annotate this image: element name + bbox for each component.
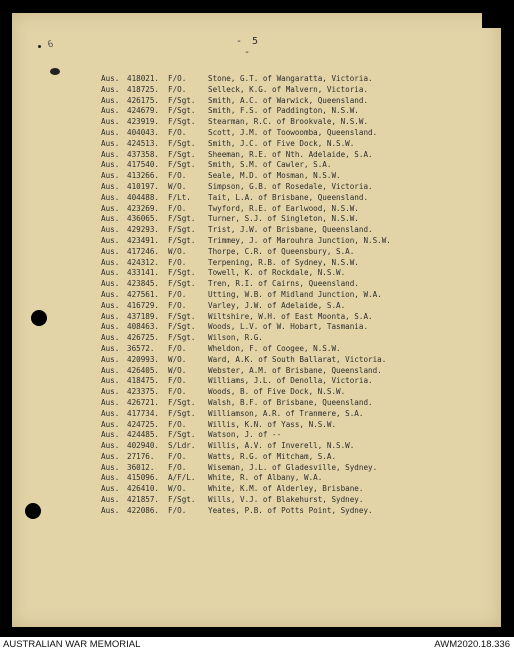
list-item xyxy=(101,268,431,279)
service-number: 424485. xyxy=(127,430,160,440)
punch-hole-lower xyxy=(25,503,41,519)
rank: F/O. xyxy=(168,300,187,310)
service-prefix: Aus. xyxy=(101,192,120,202)
list-item xyxy=(101,74,431,85)
archive-footer xyxy=(0,637,514,653)
service-prefix: Aus. xyxy=(101,365,120,375)
list-item xyxy=(101,204,431,215)
punch-hole-upper xyxy=(31,310,47,326)
service-number: 36572. xyxy=(127,343,155,353)
rank: F/Sgt. xyxy=(168,95,196,105)
pencil-mark: 6 xyxy=(46,39,55,51)
person-details: Seale, M.D. of Mosman, N.S.W. xyxy=(208,171,341,181)
service-number: 437358. xyxy=(127,149,160,159)
list-item xyxy=(101,96,431,107)
person-details: Ward, A.K. of South Ballarat, Victoria. xyxy=(208,354,387,364)
rank: F/O. xyxy=(168,203,187,213)
service-number: 423919. xyxy=(127,117,160,127)
service-prefix: Aus. xyxy=(101,397,120,407)
service-prefix: Aus. xyxy=(101,106,120,116)
person-details: White, R. of Albany, W.A. xyxy=(208,473,323,483)
list-item xyxy=(101,484,431,495)
list-item xyxy=(101,409,431,420)
rank: F/Sgt. xyxy=(168,106,196,116)
service-number: 413266. xyxy=(127,171,160,181)
service-number: 437189. xyxy=(127,311,160,321)
rank: F/O. xyxy=(168,84,187,94)
service-number: 424513. xyxy=(127,138,160,148)
list-item xyxy=(101,420,431,431)
rank: F/Sgt. xyxy=(168,279,196,289)
service-number: 418475. xyxy=(127,376,160,386)
service-number: 423375. xyxy=(127,387,160,397)
person-details: Selleck, K.G. of Malvern, Victoria. xyxy=(208,84,369,94)
list-item xyxy=(101,279,431,290)
service-number: 421857. xyxy=(127,495,160,505)
rank: F/O. xyxy=(168,505,187,515)
list-item xyxy=(101,506,431,517)
rank: F/O. xyxy=(168,171,187,181)
service-number: 426725. xyxy=(127,333,160,343)
service-number: 417734. xyxy=(127,408,160,418)
service-number: 426410. xyxy=(127,484,160,494)
rank: F/O. xyxy=(168,376,187,386)
service-prefix: Aus. xyxy=(101,138,120,148)
person-details: Scott, J.M. of Toowoomba, Queensland. xyxy=(208,127,378,137)
service-number: 436065. xyxy=(127,214,160,224)
personnel-list xyxy=(101,74,431,517)
service-number: 423269. xyxy=(127,203,160,213)
rank: F/Sgt. xyxy=(168,322,196,332)
rank: F/Sgt. xyxy=(168,430,196,440)
list-item xyxy=(101,193,431,204)
rank: F/O. xyxy=(168,462,187,472)
service-number: 410197. xyxy=(127,181,160,191)
person-details: Trist, J.W. of Brisbane, Queensland. xyxy=(208,225,373,235)
rank: W/O. xyxy=(168,246,187,256)
person-details: Trimmey, J. of Marouhra Junction, N.S.W. xyxy=(208,235,391,245)
list-item xyxy=(101,150,431,161)
service-number: 429293. xyxy=(127,225,160,235)
person-details: Watts, R.G. of Mitcham, S.A. xyxy=(208,451,337,461)
rank: F/Sgt. xyxy=(168,495,196,505)
rank: F/Sgt. xyxy=(168,225,196,235)
list-item xyxy=(101,290,431,301)
person-details: Webster, A.M. of Brisbane, Queensland. xyxy=(208,365,382,375)
service-prefix: Aus. xyxy=(101,408,120,418)
list-item xyxy=(101,117,431,128)
service-prefix: Aus. xyxy=(101,311,120,321)
rank: F/O. xyxy=(168,289,187,299)
person-details: Wheldon, F. of Coogee, N.S.W. xyxy=(208,343,341,353)
service-prefix: Aus. xyxy=(101,289,120,299)
list-item xyxy=(101,214,431,225)
service-prefix: Aus. xyxy=(101,127,120,137)
list-item xyxy=(101,139,431,150)
rank: F/O. xyxy=(168,419,187,429)
service-number: 416729. xyxy=(127,300,160,310)
service-prefix: Aus. xyxy=(101,430,120,440)
list-item xyxy=(101,344,431,355)
service-prefix: Aus. xyxy=(101,246,120,256)
service-prefix: Aus. xyxy=(101,462,120,472)
scan-corner-tab xyxy=(482,13,502,28)
person-details: Walsh, B.F. of Brisbane, Queensland. xyxy=(208,397,373,407)
rank: W/O. xyxy=(168,484,187,494)
rank: W/O. xyxy=(168,354,187,364)
list-item xyxy=(101,495,431,506)
list-item xyxy=(101,247,431,258)
catalogue-number: AWM2020.18.336 xyxy=(434,639,510,650)
list-item xyxy=(101,322,431,333)
rank: F/Lt. xyxy=(168,192,191,202)
service-prefix: Aus. xyxy=(101,74,120,83)
rank: F/O. xyxy=(168,74,187,83)
person-details: White, K.M. of Alderley, Brisbane. xyxy=(208,484,364,494)
person-details: Williamson, A.R. of Tranmere, S.A. xyxy=(208,408,364,418)
list-item xyxy=(101,430,431,441)
service-prefix: Aus. xyxy=(101,451,120,461)
list-item xyxy=(101,171,431,182)
list-item xyxy=(101,236,431,247)
service-prefix: Aus. xyxy=(101,473,120,483)
rank: F/O. xyxy=(168,343,187,353)
service-prefix: Aus. xyxy=(101,95,120,105)
service-prefix: Aus. xyxy=(101,181,120,191)
service-prefix: Aus. xyxy=(101,376,120,386)
person-details: Wills, V.J. of Blakehurst, Sydney. xyxy=(208,495,364,505)
person-details: Willis, K.N. of Yass, N.S.W. xyxy=(208,419,337,429)
service-number: 433141. xyxy=(127,268,160,278)
rank: F/Sgt. xyxy=(168,117,196,127)
service-number: 404488. xyxy=(127,192,160,202)
person-details: Yeates, P.B. of Potts Point, Sydney. xyxy=(208,505,373,515)
rank: S/Ldr. xyxy=(168,441,196,451)
service-prefix: Aus. xyxy=(101,149,120,159)
rank: W/O. xyxy=(168,181,187,191)
person-details: Simpson, G.B. of Rosedale, Victoria. xyxy=(208,181,373,191)
service-number: 426405. xyxy=(127,365,160,375)
rank: F/Sgt. xyxy=(168,397,196,407)
service-number: 426721. xyxy=(127,397,160,407)
list-item xyxy=(101,366,431,377)
rank: F/Sgt. xyxy=(168,333,196,343)
rank: F/Sgt. xyxy=(168,214,196,224)
person-details: Turner, S.J. of Singleton, N.S.W. xyxy=(208,214,359,224)
person-details: Stone, G.T. of Wangaratta, Victoria. xyxy=(208,74,373,83)
person-details: Smith, J.C. of Five Dock, N.S.W. xyxy=(208,138,355,148)
service-number: 418021. xyxy=(127,74,160,83)
service-number: 423845. xyxy=(127,279,160,289)
service-prefix: Aus. xyxy=(101,160,120,170)
rank: F/Sgt. xyxy=(168,160,196,170)
person-details: Terpening, R.B. of Sydney, N.S.W. xyxy=(208,257,359,267)
service-prefix: Aus. xyxy=(101,235,120,245)
person-details: Sheeman, R.E. of Nth. Adelaide, S.A. xyxy=(208,149,373,159)
service-number: 402940. xyxy=(127,441,160,451)
service-prefix: Aus. xyxy=(101,484,120,494)
service-number: 422086. xyxy=(127,505,160,515)
list-item xyxy=(101,85,431,96)
list-item xyxy=(101,333,431,344)
service-prefix: Aus. xyxy=(101,322,120,332)
list-item xyxy=(101,441,431,452)
service-prefix: Aus. xyxy=(101,171,120,181)
person-details: Willis, A.V. of Inverell, N.S.W. xyxy=(208,441,355,451)
service-prefix: Aus. xyxy=(101,333,120,343)
person-details: Smith, F.S. of Paddington, N.S.W. xyxy=(208,106,359,116)
list-item xyxy=(101,106,431,117)
list-item xyxy=(101,355,431,366)
rank: F/O. xyxy=(168,387,187,397)
service-prefix: Aus. xyxy=(101,203,120,213)
service-number: 36012. xyxy=(127,462,155,472)
rank: F/Sgt. xyxy=(168,311,196,321)
archive-name: AUSTRALIAN WAR MEMORIAL xyxy=(3,639,141,650)
person-details: Smith, A.C. of Warwick, Queensland. xyxy=(208,95,369,105)
rank: F/Sgt. xyxy=(168,138,196,148)
service-number: 415096. xyxy=(127,473,160,483)
service-prefix: Aus. xyxy=(101,225,120,235)
person-details: Towell, K. of Rockdale, N.S.W. xyxy=(208,268,346,278)
person-details: Tren, R.I. of Cairns, Queensland. xyxy=(208,279,359,289)
person-details: Wiltshire, W.H. of East Moonta, S.A. xyxy=(208,311,373,321)
person-details: Woods, L.V. of W. Hobart, Tasmania. xyxy=(208,322,369,332)
person-details: Wiseman, J.L. of Gladesville, Sydney. xyxy=(208,462,378,472)
service-number: 417540. xyxy=(127,160,160,170)
rank: F/Sgt. xyxy=(168,149,196,159)
person-details: Smith, S.M. of Cawler, S.A. xyxy=(208,160,332,170)
service-prefix: Aus. xyxy=(101,300,120,310)
service-prefix: Aus. xyxy=(101,354,120,364)
rank: A/F/L. xyxy=(168,473,196,483)
list-item xyxy=(101,182,431,193)
list-item xyxy=(101,258,431,269)
person-details: Varley, J.W. of Adelaide, S.A. xyxy=(208,300,346,310)
person-details: Stearman, R.C. of Brookvale, N.S.W. xyxy=(208,117,369,127)
service-number: 424725. xyxy=(127,419,160,429)
rank: W/O. xyxy=(168,365,187,375)
service-number: 424312. xyxy=(127,257,160,267)
service-prefix: Aus. xyxy=(101,505,120,515)
service-prefix: Aus. xyxy=(101,279,120,289)
person-details: Watson, J. of -- xyxy=(208,430,282,440)
person-details: Tait, L.A. of Brisbane, Queensland. xyxy=(208,192,369,202)
rank: F/Sgt. xyxy=(168,408,196,418)
list-item xyxy=(101,463,431,474)
service-prefix: Aus. xyxy=(101,419,120,429)
service-prefix: Aus. xyxy=(101,257,120,267)
service-number: 417246. xyxy=(127,246,160,256)
service-prefix: Aus. xyxy=(101,117,120,127)
service-number: 423491. xyxy=(127,235,160,245)
service-number: 426175. xyxy=(127,95,160,105)
service-prefix: Aus. xyxy=(101,84,120,94)
person-details: Thorpe, C.R. of Queensbury, S.A. xyxy=(208,246,355,256)
person-details: Wilson, R.G. xyxy=(208,333,263,343)
service-number: 408463. xyxy=(127,322,160,332)
rank: F/O. xyxy=(168,257,187,267)
service-prefix: Aus. xyxy=(101,214,120,224)
service-number: 427561. xyxy=(127,289,160,299)
ink-blot xyxy=(50,68,60,75)
page-number: - 5 - xyxy=(235,36,261,58)
list-item xyxy=(101,473,431,484)
list-item xyxy=(101,225,431,236)
list-item xyxy=(101,376,431,387)
rank: F/Sgt. xyxy=(168,235,196,245)
list-item xyxy=(101,312,431,323)
service-number: 424679. xyxy=(127,106,160,116)
service-number: 420993. xyxy=(127,354,160,364)
list-item xyxy=(101,452,431,463)
person-details: Williams, J.L. of Denolla, Victoria. xyxy=(208,376,373,386)
service-prefix: Aus. xyxy=(101,495,120,505)
list-item xyxy=(101,387,431,398)
rank: F/O. xyxy=(168,127,187,137)
list-item xyxy=(101,301,431,312)
rank: F/O. xyxy=(168,451,187,461)
person-details: Utting, W.B. of Midland Junction, W.A. xyxy=(208,289,382,299)
service-prefix: Aus. xyxy=(101,441,120,451)
ink-speck xyxy=(38,45,41,48)
service-prefix: Aus. xyxy=(101,343,120,353)
service-prefix: Aus. xyxy=(101,387,120,397)
person-details: Woods, B. of Five Dock, N.S.W. xyxy=(208,387,346,397)
service-number: 27176. xyxy=(127,451,155,461)
service-number: 404043. xyxy=(127,127,160,137)
list-item xyxy=(101,128,431,139)
list-item xyxy=(101,160,431,171)
list-item xyxy=(101,398,431,409)
rank: F/Sgt. xyxy=(168,268,196,278)
service-number: 418725. xyxy=(127,84,160,94)
person-details: Twyford, R.E. of Earlwood, N.S.W. xyxy=(208,203,359,213)
service-prefix: Aus. xyxy=(101,268,120,278)
